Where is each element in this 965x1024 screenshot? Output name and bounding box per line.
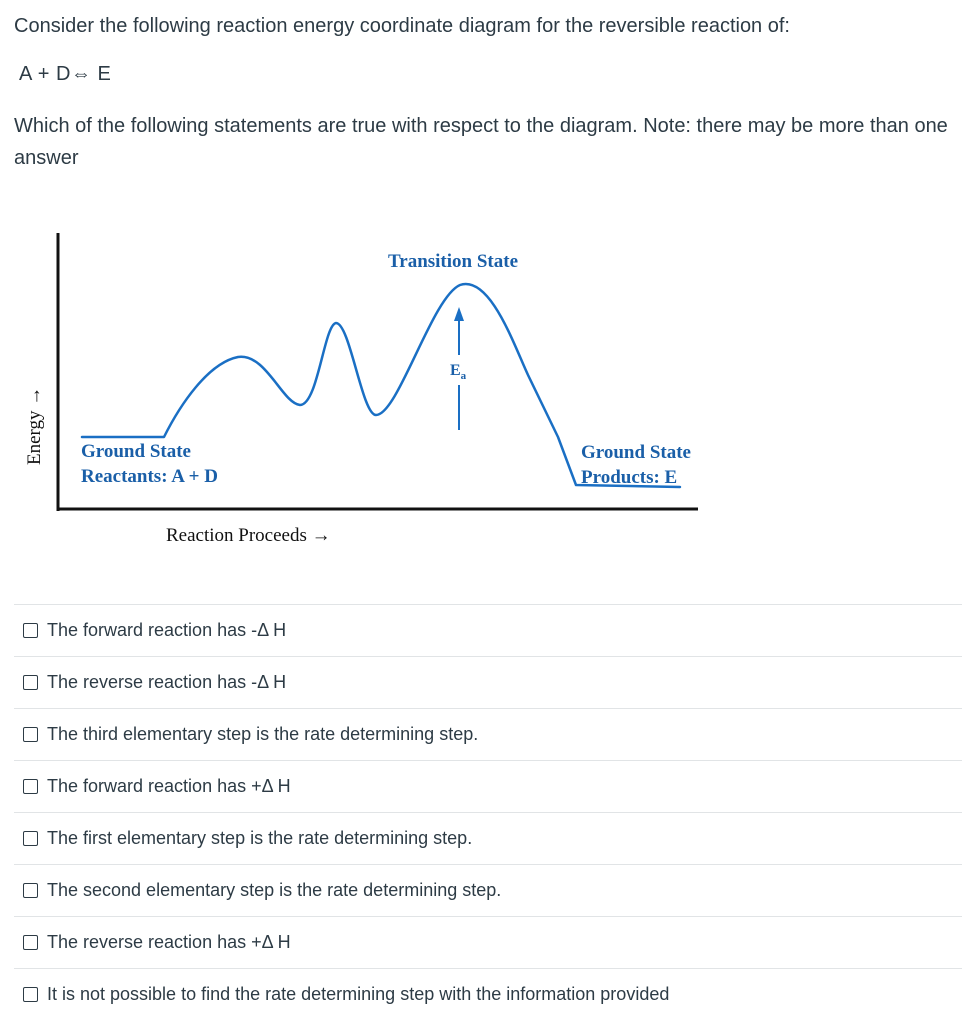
answer-checkbox[interactable] — [23, 779, 38, 794]
answer-label: The third elementary step is the rate determining step. — [47, 724, 479, 744]
x-axis-label: Reaction Proceeds → — [166, 525, 331, 546]
answer-option[interactable] — [14, 605, 962, 657]
reactants-label-line2: Reactants: A + D — [81, 466, 218, 487]
answer-option[interactable] — [14, 657, 962, 709]
answer-label: The forward reaction has -Δ H — [47, 620, 287, 640]
answer-label: The reverse reaction has +Δ H — [47, 932, 291, 952]
answer-label: The forward reaction has +Δ H — [47, 776, 291, 796]
answer-checkbox[interactable] — [23, 675, 38, 690]
reactants-label-line1: Ground State — [81, 441, 191, 462]
energy-diagram-svg — [20, 225, 720, 565]
reaction-equation: A + D⇔ E — [19, 63, 112, 85]
products-label-line2: Products: E — [581, 467, 678, 488]
answer-checkbox[interactable] — [23, 987, 38, 1002]
answer-option[interactable] — [14, 813, 962, 865]
answer-label: The reverse reaction has -Δ H — [47, 672, 287, 692]
transition-state-label: Transition State — [388, 251, 519, 272]
answer-option[interactable] — [14, 761, 962, 813]
answer-checkbox[interactable] — [23, 883, 38, 898]
answer-label: It is not possible to find the rate determining step with the information provided — [47, 984, 670, 1004]
answer-checkbox[interactable] — [23, 935, 38, 950]
answer-label: The second elementary step is the rate determining step. — [47, 880, 502, 900]
products-label-line1: Ground State — [581, 442, 691, 463]
answer-checkbox[interactable] — [23, 831, 38, 846]
answer-label: The first elementary step is the rate determining step. — [47, 828, 473, 848]
answer-option[interactable] — [14, 865, 962, 917]
ea-label: $E_a$ — [450, 362, 467, 382]
activation-energy-arrowhead — [454, 307, 464, 321]
answer-list — [14, 604, 962, 1020]
energy-diagram — [20, 225, 720, 565]
question-text — [14, 10, 954, 174]
question-prompt: Which of the following statements are true with respect to the diagram. Note: there may be more than one answer — [14, 115, 948, 169]
answer-checkbox[interactable] — [23, 727, 38, 742]
answer-option[interactable] — [14, 709, 962, 761]
answer-checkbox[interactable] — [23, 623, 38, 638]
answer-option[interactable] — [14, 969, 962, 1020]
y-axis-label: Energy → — [24, 386, 45, 465]
question-intro: Consider the following reaction energy coordinate diagram for the reversible reaction of: — [14, 15, 790, 37]
answer-option[interactable] — [14, 917, 962, 969]
